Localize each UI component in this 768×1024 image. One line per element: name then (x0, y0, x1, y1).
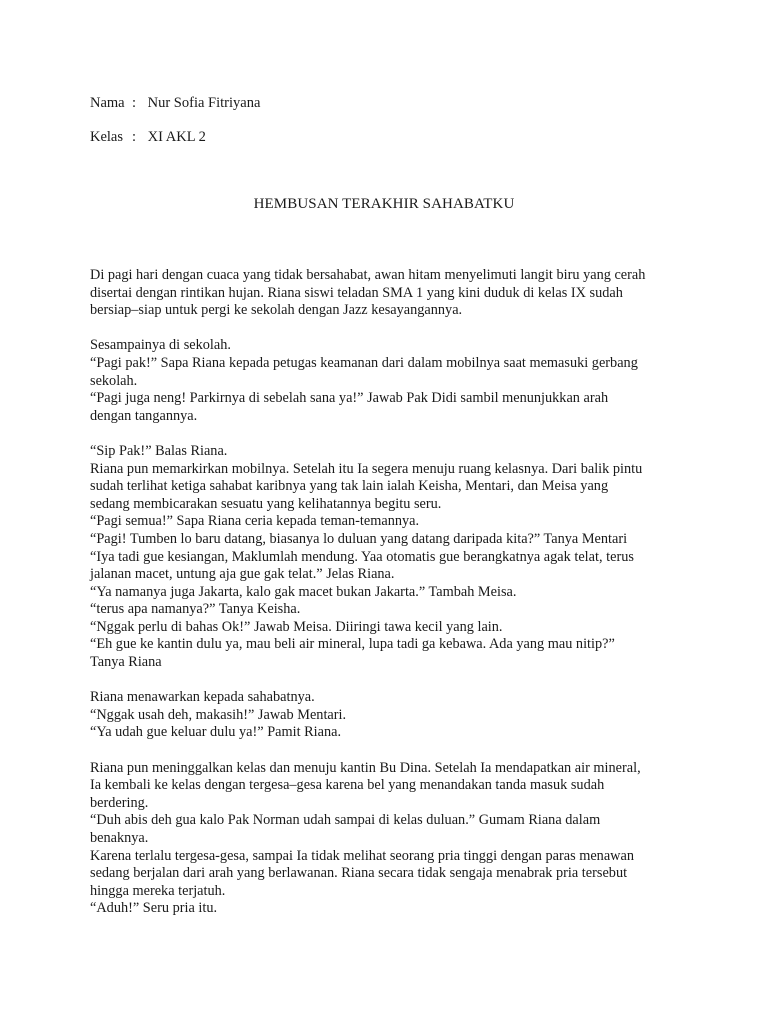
paragraph (90, 443, 690, 672)
text-line: “Pagi pak!” Sapa Riana kepada petugas keamanan dari dalam mobilnya saat memasuki gerbang (90, 354, 638, 371)
nama-label: Nama (90, 95, 125, 111)
text-line: sedang berjalan dari arah yang berlawanan. Riana secara tidak sengaja menabrak pria tersebut (90, 865, 628, 882)
text-line: sekolah. (90, 372, 138, 389)
text-line: “Nggak usah deh, makasih!” Jawab Mentari. (90, 706, 347, 723)
text-line: “Iya tadi gue kesiangan, Maklumlah mendung. Yaa otomatis gue berangkatnya agak telat, terus (90, 548, 634, 565)
text-line: bersiap–siap untuk pergi ke sekolah dengan Jazz kesayangannya. (90, 302, 463, 319)
paragraph (90, 760, 690, 918)
text-line: Tanya Riana (90, 654, 162, 671)
paragraph-gap (90, 425, 690, 443)
text-line: “terus apa namanya?” Tanya Keisha. (90, 601, 301, 618)
kelas-field (90, 128, 206, 146)
text-line: “Pagi semua!” Sapa Riana ceria kepada teman-temannya. (90, 513, 420, 530)
text-line: benaknya. (90, 830, 149, 846)
text-line: hingga mereka terjatuh. (90, 882, 226, 899)
kelas-label: Kelas (90, 129, 124, 145)
text-line: sedang membicarakan sesuatu yang kelihatannya begitu seru. (90, 495, 442, 512)
text-line: “Duh abis deh gua kalo Pak Norman udah sampai di kelas duluan.” Gumam Riana dalam (90, 812, 601, 829)
text-line: “Pagi! Tumben lo baru datang, biasanya lo duluan yang datang daripada kita?” Tanya Mentari (90, 530, 628, 547)
paragraph (90, 337, 690, 425)
text-line: “Pagi juga neng! Parkirnya di sebelah sana ya!” Jawab Pak Didi sambil menunjukkan arah (90, 390, 609, 407)
paragraph (90, 267, 690, 320)
text-line: disertai dengan rintikan hujan. Riana siswi teladan SMA 1 yang kini duduk di kelas IX sudah (90, 284, 623, 301)
text-line: “Ya namanya juga Jakarta, kalo gak macet bukan Jakarta.” Tambah Meisa. (90, 583, 517, 600)
text-line: Sesampainya di sekolah. (90, 337, 231, 354)
story-title: HEMBUSAN TERAKHIR SAHABATKU (253, 196, 515, 212)
paragraph-gap (90, 742, 690, 760)
text-line: Ia kembali ke kelas dengan tergesa–gesa karena bel yang menandakan tanda masuk sudah (90, 777, 605, 794)
text-line: “Sip Pak!” Balas Riana. (90, 442, 228, 459)
nama-field (90, 94, 260, 112)
nama-value: Nur Sofia Fitriyana (147, 95, 261, 111)
text-line: “Eh gue ke kantin dulu ya, mau beli air mineral, lupa tadi ga kebawa. Ada yang mau nitip?” (90, 636, 615, 653)
text-line: Di pagi hari dengan cuaca yang tidak bersahabat, awan hitam menyelimuti langit biru yang cerah (90, 267, 646, 283)
text-line: sudah terlihat ketiga sahabat karibnya yang tak lain ialah Keisha, Mentari, dan Meisa yang (90, 478, 609, 495)
nama-separator: : (132, 95, 137, 111)
text-line: Riana pun meninggalkan kelas dan menuju kantin Bu Dina. Setelah Ia mendapatkan air mineral, (90, 759, 641, 776)
story-body (90, 267, 690, 918)
text-line: “Nggak perlu di bahas Ok!” Jawab Meisa. Diiringi tawa kecil yang lain. (90, 618, 503, 635)
text-line: Riana menawarkan kepada sahabatnya. (90, 689, 315, 706)
kelas-separator: : (132, 129, 137, 145)
text-line: “Ya udah gue keluar dulu ya!” Pamit Riana. (90, 724, 342, 741)
text-line: berdering. (90, 794, 149, 811)
kelas-value: XI AKL 2 (147, 129, 206, 145)
text-line: Karena terlalu tergesa-gesa, sampai Ia tidak melihat seorang pria tinggi dengan paras menawan (90, 847, 634, 864)
text-line: “Aduh!” Seru pria itu. (90, 900, 218, 917)
paragraph (90, 689, 690, 742)
text-line: Riana pun memarkirkan mobilnya. Setelah itu Ia segera menuju ruang kelasnya. Dari balik pintu (90, 460, 643, 477)
paragraph-gap (90, 320, 690, 338)
text-line: jalanan macet, untung aja gue gak telat.” Jelas Riana. (90, 566, 395, 583)
paragraph-gap (90, 672, 690, 690)
text-line: dengan tangannya. (90, 407, 198, 424)
